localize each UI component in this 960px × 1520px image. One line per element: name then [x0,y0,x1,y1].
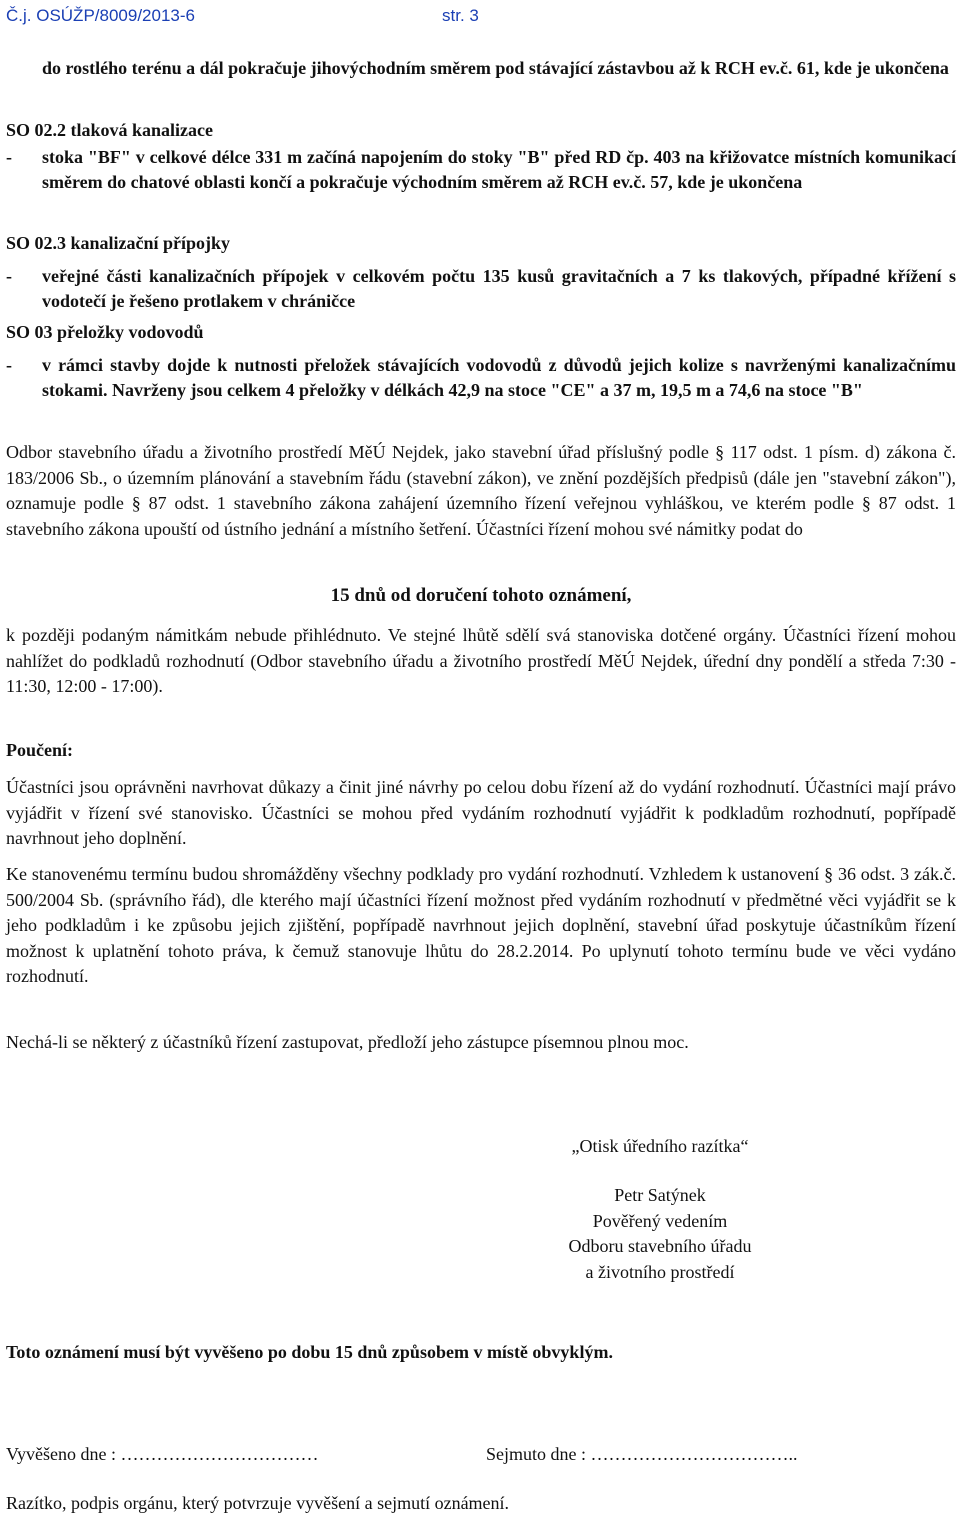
removed-date-field: Sejmuto dne : …………………………….. [486,1444,798,1464]
late-objections-paragraph: k později podaným námitkám nebude přihlédnuto. Ve stejné lhůtě sdělí svá stanoviska dotčené orgány. Účastníci řízení mohou nahlížet do podkladů rozhodnutí (Odbor stavebního úřadu a životního prostředí MěÚ Nejdek, úřední dny pondělí a středa 7:30 - 11:30, 12:00 - 17:00). [6,625,956,696]
pouceni-paragraph-1: Účastníci jsou oprávněni navrhovat důkazy a činit jiné návrhy po celou dobu řízení až do vydání rozhodnutí. Účastníci mají právo vyjádřit v řízení své stanovisko. Účastníci se mohou před vydáním rozhodnutí vyjádřit k podkladům rozhodnutí, popřípadě navrhnout jeho doplnění. [6,777,956,848]
pouceni-paragraph-2-block [6,862,956,990]
so022-item [6,145,956,196]
section-so023 [6,231,956,315]
so023-item [6,264,956,315]
pouceni-paragraph-3: Nechá-li se některý z účastníků řízení zastupovat, předloží jeho zástupce písemnou plnou moc. [6,1032,689,1052]
pouceni-heading: Poučení: [6,740,73,760]
page-number: str. 3 [442,6,479,25]
signatory-role-line3: a životního prostředí [585,1261,735,1282]
signatory-name: Petr Satýnek [614,1185,706,1205]
page-header [6,3,479,29]
so03-item [6,353,956,404]
pouceni-paragraph-1-block [6,775,956,852]
section-so03 [6,320,956,404]
deadline-heading: 15 dnů od doručení tohoto oznámení, [330,585,632,606]
so022-item-text: stoka "BF" v celkové délce 331 m začíná napojením do stoky "B" před RD čp. 403 na křižovatce místních komunikací směrem do chatové oblasti končí a pokračuje východním směrem až RCH ev.č. 57, kde je ukončena [42,146,956,192]
so022-heading: SO 02.2 tlaková kanalizace [6,120,214,140]
signature-block [470,1183,850,1285]
footer-note: Razítko, podpis orgánu, který potvrzuje vyvěšení a sejmutí oznámení. [6,1493,510,1513]
dash-bullet: - [6,265,12,286]
pouceni-paragraph-2: Ke stanovenému termínu budou shromážděny všechny podklady pro vydání rozhodnutí. Vzhledem k ustanovení § 36 odst. 3 zák.č. 500/2004 Sb. (správního řád), dle kterého mají účastníci řízení možnost před vydáním rozhodnutí v předmětné věci vyjádřit se k jeho podkladům i ke způsobu jejich zjištění, popřípadě navrhnout jejich doplnění, stavební úřad poskytuje účastníkům řízení možnost k uplatnění tohoto práva, k čemuž stanovuje lhůtu do 28.2.2014. Po uplynutí tohoto termínu bude ve věci vydáno rozhodnutí. [6,864,956,986]
section-so022 [6,118,956,196]
so03-heading: SO 03 přeložky vodovodů [6,322,204,342]
signatory-role-line2: Odboru stavebního úřadu [568,1236,752,1256]
posted-date-field: Vyvěšeno dne : …………………………… [6,1444,319,1464]
section-so021-continuation [6,56,956,82]
office-paragraph: Odbor stavebního úřadu a životního prostředí MěÚ Nejdek, jako stavební úřad příslušný podle § 117 odst. 1 písm. d) zákona č. 183/2006 Sb., o územním plánování a stavebním řádu (stavební zákon), ve znění pozdějších předpisů (dále jen "stavební zákon"), oznamuje podle § 87 odst. 1 stavebního zákona zahájení územního řízení veřejnou vyhláškou, ve kterém podle § 87 odst. 1 stavebního zákona upouští od ústního jednání a místního šetření. Účastníci řízení mohou své námitky podat do [6,442,956,539]
reference-number: Č.j. OSÚŽP/8009/2013-6 [6,6,195,25]
stamp-placeholder: „Otisk úředního razítka“ [571,1136,749,1156]
office-paragraph-block [6,440,956,542]
so03-item-text: v rámci stavby dojde k nutnosti přeložek stávajících vodovodů z důvodů jejich kolize s navrženými kanalizačnímu stokami. Navrženy jsou celkem 4 přeložky v délkách 42,9 na stoce "CE" a 37 m, 19,5 m a 74,6 na stoce "B" [42,354,956,400]
late-objections-block [6,623,956,700]
posting-dates-row [6,1442,956,1468]
so023-item-text: veřejné části kanalizačních přípojek v celkovém počtu 135 kusů gravitačních a 7 ks tlakových, případné křížení s vodotečí je řešeno protlakem v chráničce [42,265,956,311]
dash-bullet: - [6,146,12,167]
posting-notice: Toto oznámení musí být vyvěšeno po dobu 15 dnů způsobem v místě obvyklým. [6,1342,613,1362]
so023-heading: SO 02.3 kanalizační přípojky [6,233,231,253]
so021-continuation-text: do rostlého terénu a dál pokračuje jihovýchodním směrem pod stávající zástavbou až k RCH ev.č. 61, kde je ukončena [42,58,949,78]
signatory-role-line1: Pověřený vedením [592,1210,728,1231]
dash-bullet: - [6,354,12,375]
